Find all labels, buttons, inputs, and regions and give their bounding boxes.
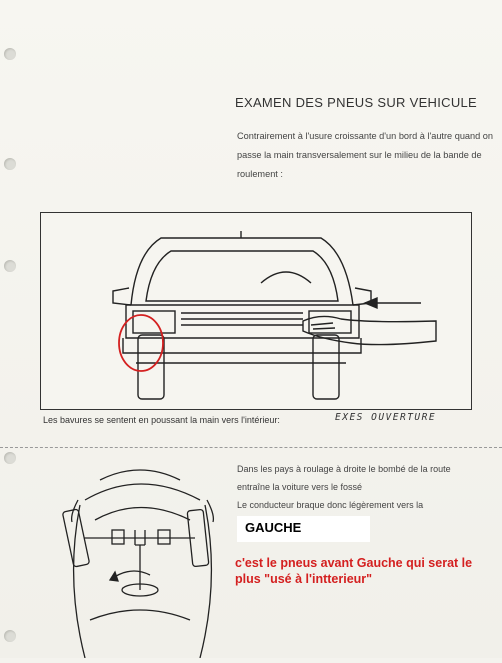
paragraph-line: Dans les pays à roulage à droite le bombé de la route (237, 464, 451, 474)
page-title: EXAMEN DES PNEUS SUR VEHICULE (235, 95, 478, 110)
top-view-illustration (50, 460, 235, 658)
front-view-illustration (40, 212, 472, 410)
binder-hole (4, 452, 16, 464)
intro-paragraph: Contrairement à l'usure croissante d'un bord à l'autre quand on passe la main transversalement sur le milieu de la bande de roulement : (237, 131, 494, 179)
binder-hole (4, 158, 16, 170)
gauche-label: GAUCHE (245, 520, 302, 535)
front-car-drawing (41, 213, 471, 409)
binder-hole (4, 48, 16, 60)
top-car-drawing (50, 460, 235, 658)
figure-caption: Les bavures se sentent en poussant la main vers l'intérieur: (43, 415, 280, 425)
red-annotation-note: c'est le pneus avant Gauche qui serat le plus "usé à l'intterieur" (235, 556, 473, 586)
binder-hole (4, 260, 16, 272)
paragraph-line: entraîne la voiture vers le fossé (237, 482, 363, 492)
paragraph-line: Le conducteur braque donc légèrement vers la (237, 500, 424, 510)
divider (0, 447, 502, 448)
handwritten-annotation: EXES OUVERTURE (335, 412, 437, 423)
road-camber-paragraph (237, 460, 499, 514)
binder-hole (4, 630, 16, 642)
